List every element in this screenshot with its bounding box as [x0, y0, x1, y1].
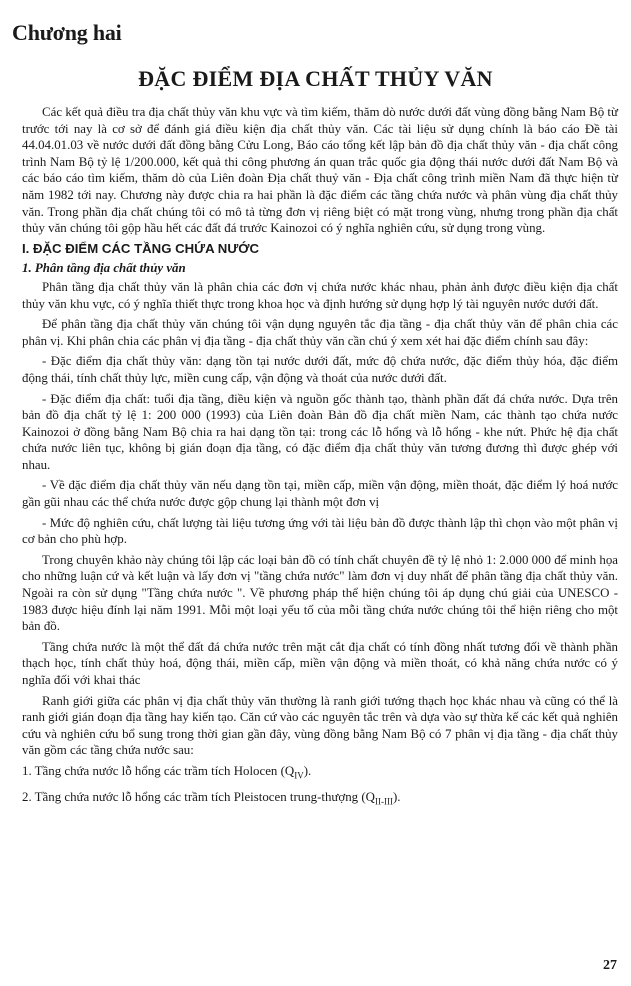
list-item: 1. Tầng chứa nước lỗ hổng các trầm tích Holocen $(Q_{IV})$. [22, 763, 312, 781]
list-item: 2. Tầng chứa nước lỗ hổng các trầm tích Pleistocen trung-thượng $(Q_{II-III})$. [22, 790, 401, 807]
paragraph: - Mức độ nghiên cứu, chất lượng tài liệu tương ứng với tài liệu bản đồ được thành lập thì chọn vào một phân vị cơ bản cho phù hợp. [22, 515, 618, 547]
paragraph: - Về đặc điểm địa chất thủy văn nếu dạng tồn tại, miền cấp, miền vận động, miền thoát, đặc điểm lý hoá nước gần gũi nhau các thể chứa nước được gộp chung lại thành một đơn vị [22, 478, 618, 510]
subsection-heading: 1. Phân tầng địa chất thủy văn [22, 261, 186, 276]
page-title: ĐẶC ĐIỂM ĐỊA CHẤT THỦY VĂN [138, 66, 493, 91]
paragraph: Trong chuyên khảo này chúng tôi lập các loại bản đồ có tính chất chuyên đề tỷ lệ nhỏ 1: 2.000 000 để minh họa cho những luận cứ và kết luận và lấy đơn vị "tầng chứa nước" làm đơn vị duy nhất để phân tầng địa chất thủy văn. Ngoài ra còn sử dụng "Tầng chứa nước ". Về phương pháp thể hiện chúng tôi áp dụng chú giải của UNESCO - 1983 được hiệu đính lại năm 1991. Mỗi một loại yếu tố của mỗi tầng chứa nước chúng tôi thể hiện riêng cho một bản đồ. [22, 552, 618, 634]
paragraph: Ranh giới giữa các phân vị địa chất thủy văn thường là ranh giới tướng thạch học khác nhau và cũng có thể là ranh giới gián đoạn địa tầng hay kiến tạo. Căn cứ vào các nguyên tắc trên và dựa vào sự thừa kế các kết quả nghiên cứu và nghiên cứu bổ sung trong thời gian gần đây, vùng đồng bằng Nam Bộ có 7 phân vị địa tầng - địa chất thủy văn gồm các tầng chứa nước sau: [22, 693, 618, 758]
paragraph: - Đặc điểm địa chất: tuổi địa tầng, điều kiện và nguồn gốc thành tạo, thành phần đất đá chứa nước. Dựa trên bản đồ địa chất tỷ lệ 1: 200 000 (1993) của Liên đoàn Bản đồ địa chất miền Nam, các thành tạo chứa nước Kainozoi ở đồng bằng Nam Bộ chia ra hai dạng tồn tại: trong các lỗ hổng và lỗ hổng - khe nứt. Phức hệ địa chất chứa nước liên tục, không bị gián đoạn địa tầng, có đặc điểm địa chất thủy văn tương đương thì được ghép với nhau. [22, 391, 618, 472]
aquifer-list [22, 763, 618, 810]
paragraph: Phân tầng địa chất thủy văn là phân chia các đơn vị chứa nước khác nhau, phản ảnh được điều kiện địa chất thủy văn khu vực, có ý nghĩa thiết thực trong khoa học và định hướng sử dụng hợp lý tài nguyên nước dưới đất. [22, 279, 618, 311]
paragraph: - Đặc điểm địa chất thủy văn: dạng tồn tại nước dưới đất, mức độ chứa nước, đặc điểm thủy hóa, đặc điểm động thái, tính chất thủy lực, miền cung cấp, vận động và thoát của nước dưới đất. [22, 354, 618, 385]
section-heading: I. ĐẶC ĐIỂM CÁC TẦNG CHỨA NƯỚC [22, 240, 260, 256]
chapter-heading: Chương hai [12, 20, 122, 45]
intro-paragraph: Các kết quả điều tra địa chất thủy văn khu vực và tìm kiếm, thăm dò nước dưới đất vùng đồng bằng Nam Bộ từ trước tới nay là cơ sở để đánh giá điều kiện địa chất thủy văn. Các tài liệu sử dụng chính là báo cáo Đề tài 44.04.01.03 về nước dưới đất đồng bằng Cửu Long, Báo cáo tổng kết lập bản đồ địa chất thủy văn - địa chất công trình Nam Bộ tỷ lệ 1/200.000, kết quả thi công phương án quan trắc quốc gia động thái nước dưới đất Nam Bộ và các báo cáo tìm kiếm, thăm dò của Liên đoàn Địa chất thuỷ văn - Địa chất công trình miền Nam đã thực hiện từ năm 1982 tới nay. Chương này được chia ra hai phần là đặc điểm các tầng chứa nước và phân vùng địa chất thủy văn. Trong phần địa chất chúng tôi có mô tả từng đơn vị riêng biệt có mặt trong vùng, nhưng trong phần địa chất thủy văn chúng tôi gộp hầu hết các đất đá trước Kainozoi có ý nghĩa nghiên cứu, sử dụng trong vùng. [22, 105, 618, 236]
paragraph: Tầng chứa nước là một thể đất đá chứa nước trên mặt cắt địa chất có tính đồng nhất tương đối về thành phần thạch học, tính chất thủy hoá, động thái, miền cấp, miền vận động và miền thoát, có khả năng chứa nước có ý nghĩa đối với khai thác [22, 639, 618, 687]
paragraph: Để phân tầng địa chất thủy văn chúng tôi vận dụng nguyên tắc địa tầng - địa chất thủy văn để phân chia các phân vị. Khi phân chia các phân vị địa tầng - địa chất thủy văn cần chú ý xem xét hai đặc điểm chính sau đây: [22, 317, 618, 348]
body-text [22, 104, 618, 815]
page-number: 27 [603, 958, 617, 973]
